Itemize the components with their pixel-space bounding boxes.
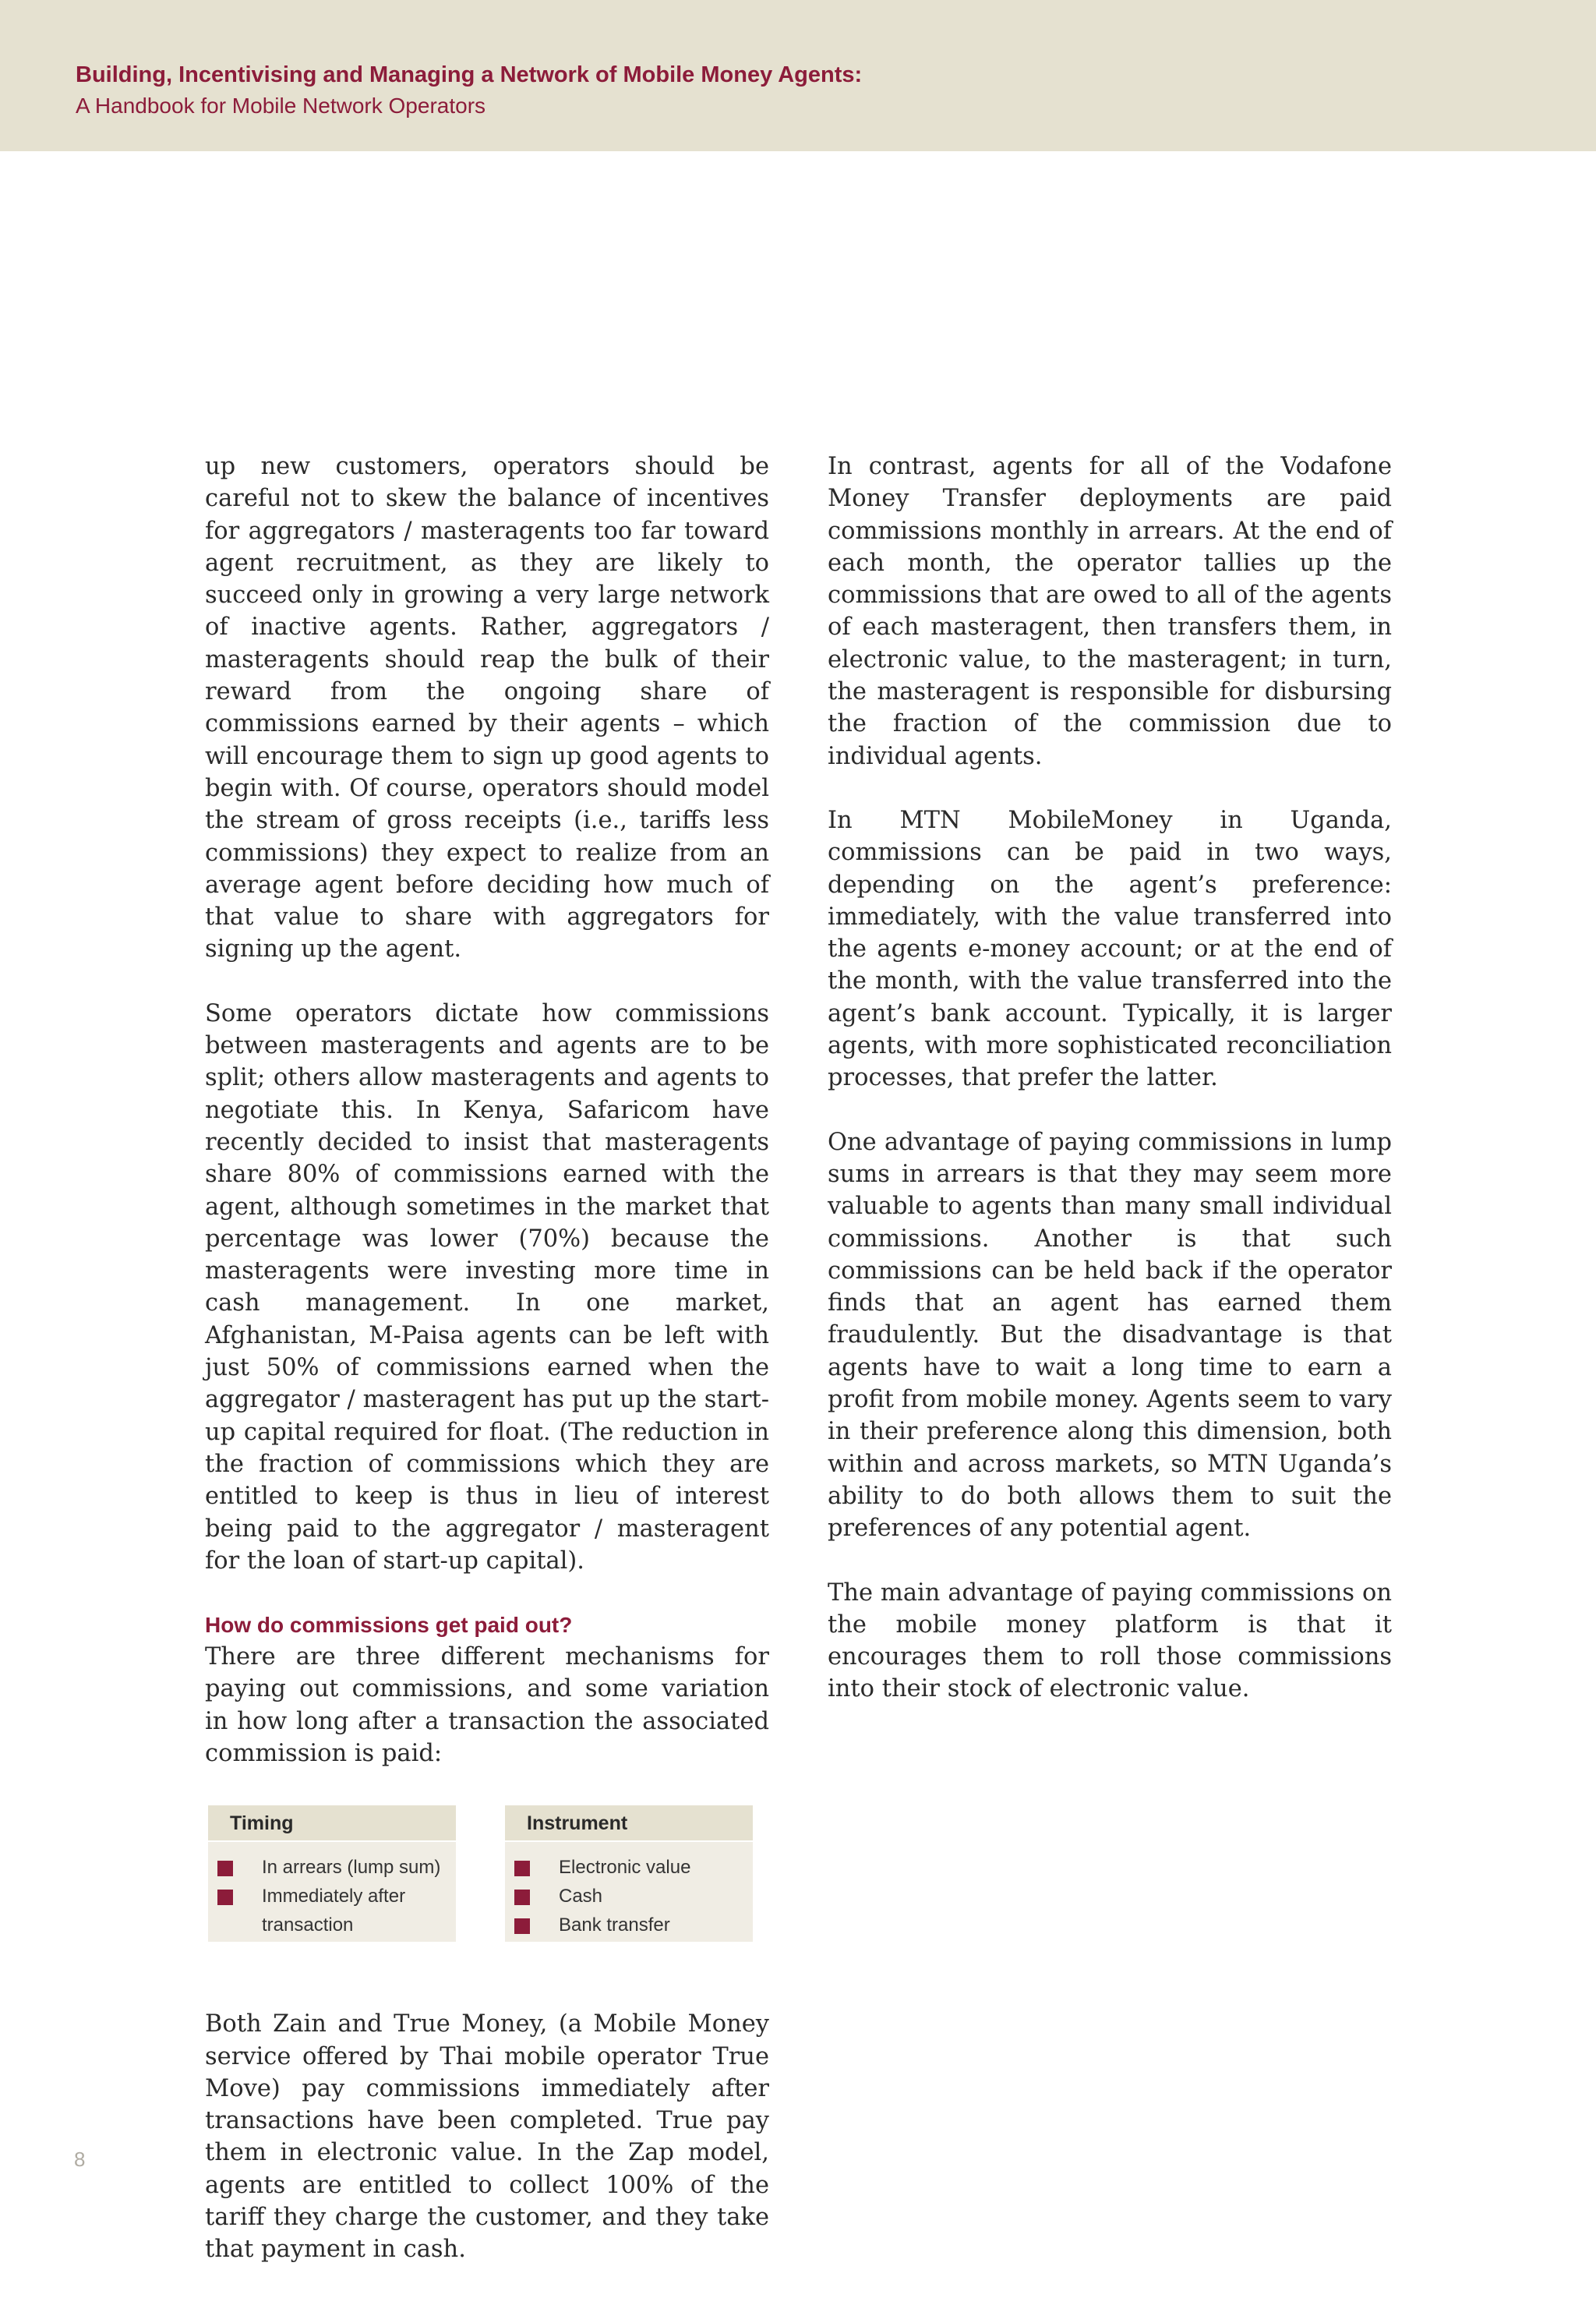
section-heading: How do commissions get paid out? (205, 1613, 573, 1638)
list-item-label: Bank transfer (559, 1914, 670, 1936)
square-bullet-icon (514, 1890, 530, 1905)
square-bullet-icon (514, 1861, 530, 1876)
list-item-label: Electronic value (559, 1857, 691, 1879)
paragraph-lump-sum-advantage: One advantage of paying commissions in lump sums in arrears is that they may seem more valuable to agents than many small individual commissions. Another is that such commissions can be held back if the operator finds that an agent has earned them fraudulently. But the disadvantage is that agents have to wait a long time to earn a profit from mobile money. Agents seem to vary in their preference along this dimension, both within and across markets, so MTN Uganda’s ability to do both allows them to suit the preferences of any potential agent. (828, 1128, 1392, 1543)
paragraph-commission-split: Some operators dictate how commissions between masteragents and agents are to be split; others allow masteragents and agents to negotiate this. In Kenya, Safaricom have recently decided to insist that masteragents share 80% of commissions earned with the agent, although sometimes in the market that percentage was lower (70%) because the masteragents were investing more time in cash management. In one market, Afghanistan, M-Paisa agents can be left with just 50% of commissions earned when the aggregator / masteragent has put up the start-up capital required for float. (The reduction in the fraction of commissions which they are entitled to keep is thus in lieu of interest being paid to the aggregator / masteragent for the loan of start-up capital). (205, 999, 769, 1575)
instrument-box-title: Instrument (505, 1805, 753, 1842)
list-item (217, 1882, 456, 1939)
square-bullet-icon (514, 1918, 530, 1934)
document-title: Building, Incentivising and Managing a Network of Mobile Money Agents: (76, 62, 863, 87)
paragraph-zain-true-money: Both Zain and True Money, (a Mobile Money service offered by Thai mobile operator True Move) pay commissions immediately after transactions have been completed. True pay them in electronic value. In the Zap model, agents are entitled to collect 100% of the tariff they charge the customer, and they take that payment in cash. (205, 2010, 769, 2264)
left-column (205, 451, 769, 2298)
document-subtitle: A Handbook for Mobile Network Operators (76, 94, 486, 118)
paragraph-platform-advantage: The main advantage of paying commissions on the mobile money platform is that it encourages them to roll those commissions into their stock of electronic value. (828, 1579, 1392, 1703)
timing-box-title: Timing (208, 1805, 456, 1842)
paragraph-mtn-uganda: In MTN MobileMoney in Uganda, commissions can be paid in two ways, depending on the agent’s preference: immediately, with the value transferred into the agents e-money account; or at the end of the month, with the value transferred into the agent’s bank account. Typically, it is larger agents, with more sophisticated reconciliation processes, that prefer the latter. (828, 806, 1392, 1092)
paragraph-payout-mechanisms: There are three different mechanisms for paying out commissions, and some variation in how long after a transaction the associated commission is paid: (205, 1643, 769, 1767)
right-column (828, 451, 1392, 1738)
header-band (0, 0, 1596, 151)
page-number: 8 (74, 2148, 86, 2171)
square-bullet-icon (217, 1890, 233, 1905)
timing-list (208, 1842, 456, 1939)
list-item (514, 1882, 753, 1911)
list-item (514, 1853, 753, 1882)
square-bullet-icon (217, 1861, 233, 1876)
list-item-label: In arrears (lump sum) (262, 1857, 441, 1879)
instrument-list (505, 1842, 753, 1939)
list-item (217, 1853, 456, 1882)
list-item (514, 1911, 753, 1939)
payout-mechanism-boxes (208, 1805, 769, 1942)
paragraph-vodafone: In contrast, agents for all of the Vodafone Money Transfer deployments are paid commissions monthly in arrears. At the end of each month, the operator tallies up the commissions that are owed to all of the agents of each masteragent, then transfers them, in electronic value, to the masteragent; in turn, the masteragent is responsible for disbursing the fraction of the commission due to individual agents. (828, 453, 1392, 770)
paragraph-agent-recruitment: up new customers, operators should be careful not to skew the balance of incentives for aggregators / masteragents too far toward agent recruitment, as they are likely to succeed only in growing a very large network of inactive agents. Rather, aggregators / masteragents should reap the bulk of their reward from the ongoing share of commissions earned by their agents – which will encourage them to sign up good agents to begin with. Of course, operators should model the stream of gross receipts (i.e., tariffs less commissions) they expect to realize from an average agent before deciding how much of that value to share with aggregators for signing up the agent. (205, 453, 769, 963)
timing-box (208, 1805, 456, 1942)
list-item-label: Cash (559, 1886, 603, 1907)
list-item-label: Immediately after transaction (262, 1886, 406, 1936)
instrument-box (505, 1805, 753, 1942)
